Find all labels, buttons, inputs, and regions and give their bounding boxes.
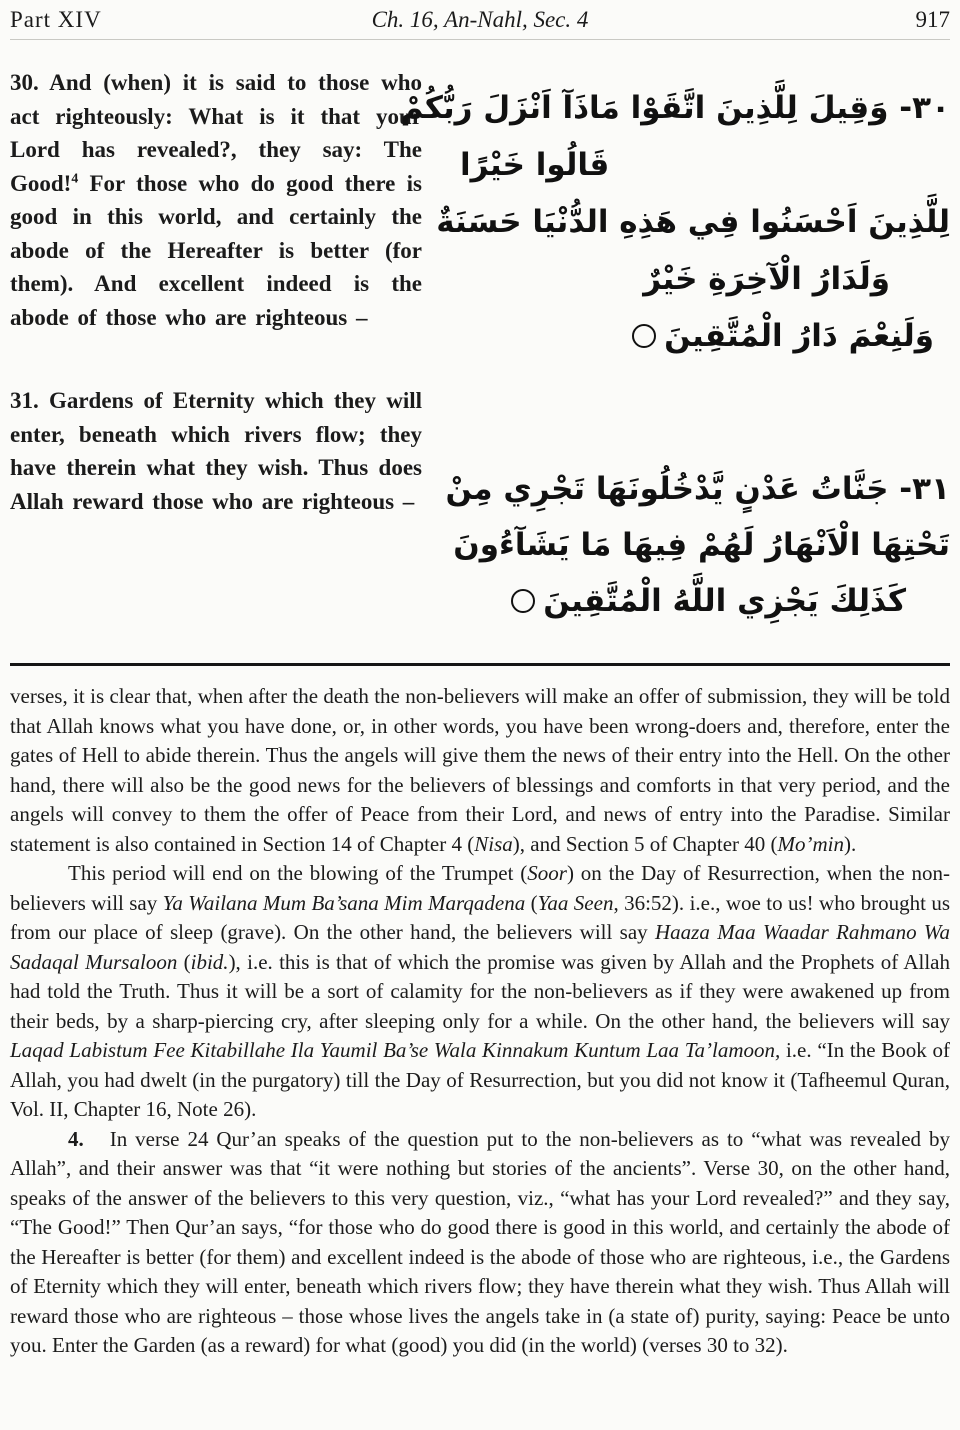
- arabic-line-text: وَلَنِعْمَ دَارُ الْمُتَّقِينَ: [664, 318, 934, 354]
- arabic-line-text: كَذَلِكَ يَجْزِي اللَّهُ الْمُتَّقِينَ: [543, 583, 906, 619]
- arabic-line: وَلَدَارُ الْآخِرَةِ خَيْرٌ: [643, 261, 890, 297]
- ayah-end-marker-icon: [632, 324, 656, 348]
- page-number: 917: [915, 7, 950, 32]
- arabic-line: لِلَّذِينَ اَحْسَنُوا فِي هَذِهِ الدُّنْيَا حَسَنَةٌ: [436, 204, 950, 240]
- arabic-line: ٣٠- وَقِيلَ لِلَّذِينَ اتَّقَوْا مَاذَآ اَنْزَلَ رَبُّكُمْ: [400, 90, 950, 126]
- arabic-line: قَالُوا خَيْرًا: [460, 147, 610, 183]
- header-rule: [10, 39, 950, 40]
- verse-section: [10, 66, 950, 629]
- commentary-section: [10, 682, 950, 1361]
- arabic-line: [503, 573, 906, 629]
- arabic-line: [624, 308, 934, 365]
- commentary-paragraph-1: verses, it is clear that, when after the death the non-believers will make an offer of submission, they will be told that Allah knows what you have done, or, in other words, you have been wrong-doers and, therefore, enter the gates of Hell to abide therein. Thus the angels will give them the news of their entry into the Hell. On the other hand, there will also be the good news for the believers of blessings and comforts in that very period, and the angels will convey to them the offer of Peace from their Lord, and news of entry into the Paradise. Similar statement is also contained in Section 14 of Chapter 4 (Nisa), and Section 5 of Chapter 40 (Mo’min).: [10, 684, 950, 856]
- chapter-title: Ch. 16, An-Nahl, Sec. 4: [371, 7, 589, 32]
- commentary-paragraph-2: This period will end on the blowing of the Trumpet (Soor) on the Day of Resurrection, when the non-believers will say Ya Wailana Mum Ba’sana Mim Marqadena (Yaa Seen, 36:52). i.e., woe to us! who brought us from our place of sleep (grave). On the other hand, the believers will say Haaza Maa Waadar Rahmano Wa Sadaqal Mursaloon (ibid.), i.e. this is that of which the promise was given by Allah and the Prophets of Allah had told the Truth. Thus it will be a sort of calamity for the non-believers as if they were awakened up from their beds, by a sharp-piercing cry, after sleeping only for a while. On the other hand, the believers will say Laqad Labistum Fee Kitabillahe Ila Yaumil Ba’se Wala Kinnakum Kuntum Laa Ta’lamoon, i.e. “In the Book of Allah, you had dwelt (in the purgatory) till the Day of Resurrection, but you did not know it (Tafheemul Quran, Vol. II, Chapter 16, Note 26).: [10, 861, 951, 1121]
- arabic-line: ٣١- جَنَّاتُ عَدْنٍ يَّدْخُلُونَهَا تَجْرِي مِنْ: [445, 471, 950, 507]
- english-column: [10, 66, 422, 629]
- verse-30-english: 30. And (when) it is said to those who act righteously: What is it that your Lord has revealed?, they say: The Good!$^4$ For those who do good there is good in this world, and certainly the abode of the Hereafter is better (for them). And excellent indeed is the abode of those who are righteous –: [10, 70, 422, 330]
- page-header: [10, 6, 950, 34]
- arabic-line: تَحْتِهَا الْاَنْهَارُ لَهُمْ فِيهَا مَا يَشَآءُونَ: [453, 527, 950, 563]
- verse-31-arabic: [445, 461, 950, 629]
- part-label: Part XIV: [10, 7, 102, 32]
- commentary-paragraph-3: 4. In verse 24 Qur’an speaks of the question put to the non-believers as to “what was revealed by Allah”, and their answer was that “it were nothing but stories of the ancients”. Verse 30, on the other hand, speaks of the answer of the believers to this very question, viz., “what has your Lord revealed?” and they say, “The Good!” Then Qur’an says, “for those who do good there is good in this world, and certainly the abode of the Hereafter is better (for them) and excellent indeed is the abode of those who are righteous, i.e., the Gardens of Eternity which they will enter, beneath which rivers flow; they have therein what they wish. Thus Allah will reward those who are righteous – those whose lives the angels take in (a state of) purity, saying: Peace be unto you. Enter the Garden (as a reward) for what (good) you did (in the world) (verses 30 to 32).: [10, 1126, 950, 1357]
- section-divider: [10, 663, 950, 666]
- verse-31-english: 31. Gardens of Eternity which they will enter, beneath which rivers flow; they have therein what they wish. Thus does Allah reward those who are righteous –: [10, 388, 422, 514]
- verse-30-arabic: [400, 80, 950, 365]
- ayah-end-marker-icon: [511, 589, 535, 613]
- arabic-column: [400, 66, 950, 629]
